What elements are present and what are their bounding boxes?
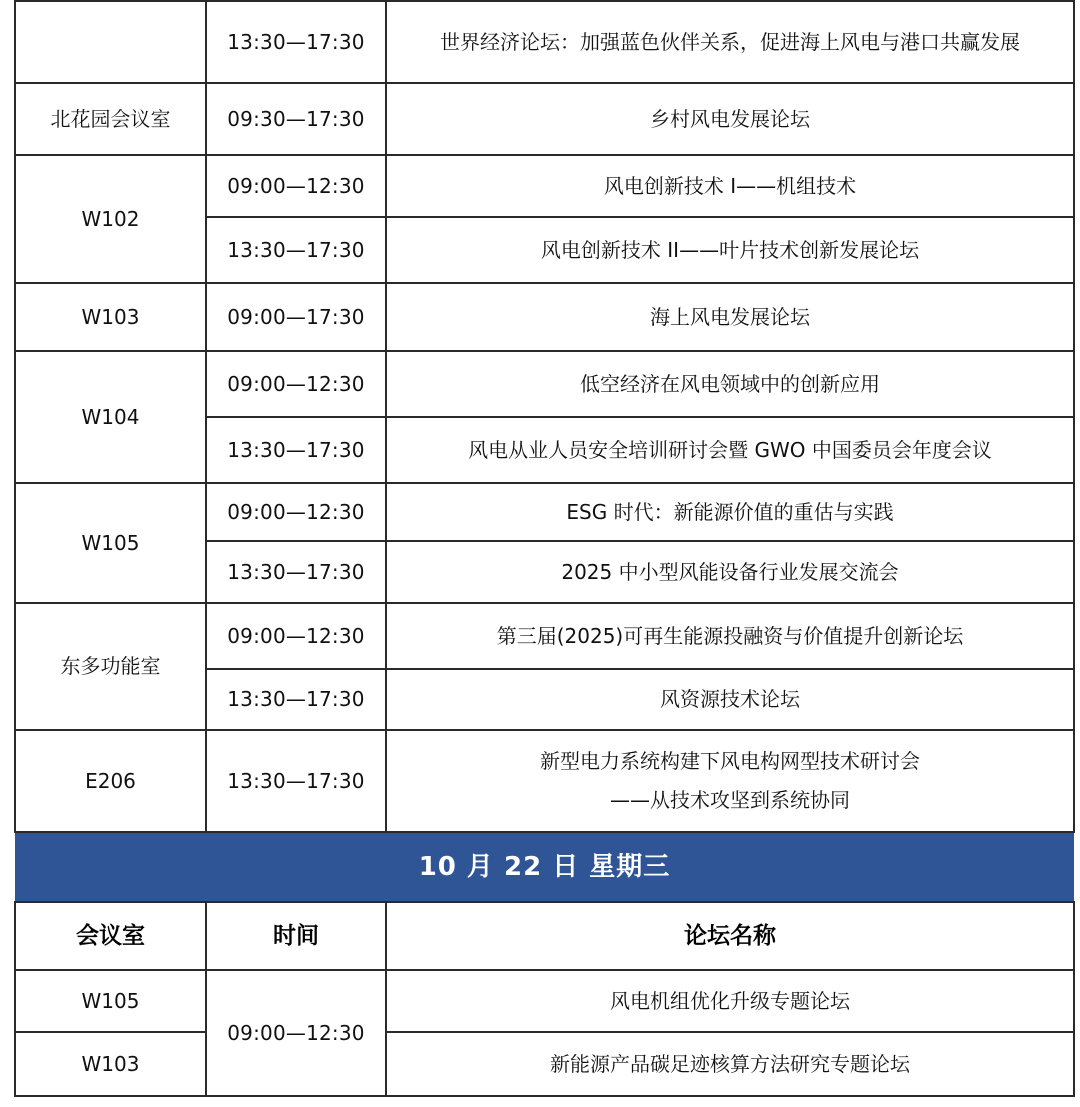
date-banner: 10 月 22 日 星期三 (15, 832, 1074, 902)
table-row (15, 1, 1074, 83)
table-row (15, 283, 1074, 351)
table-row (15, 155, 1074, 217)
forum-subtitle-line: ——从技术攻坚到系统协同 (610, 788, 850, 812)
forum-name-cell: 2025 中小型风能设备行业发展交流会 (386, 541, 1074, 603)
room-cell: E206 (15, 730, 206, 832)
time-cell: 13:30—17:30 (206, 1, 386, 83)
header-forum-name: 论坛名称 (386, 902, 1074, 970)
forum-name-cell: 世界经济论坛：加强蓝色伙伴关系，促进海上风电与港口共赢发展 (386, 1, 1074, 83)
table-row (15, 83, 1074, 155)
forum-name-cell: 低空经济在风电领域中的创新应用 (386, 351, 1074, 417)
room-cell: W104 (15, 351, 206, 483)
header-room: 会议室 (15, 902, 206, 970)
time-cell: 09:00—12:30 (206, 483, 386, 541)
forum-name-cell: 风电创新技术 II——叶片技术创新发展论坛 (386, 217, 1074, 283)
forum-name-cell: ESG 时代：新能源价值的重估与实践 (386, 483, 1074, 541)
room-cell: W105 (15, 483, 206, 603)
forum-name-cell: 风电机组优化升级专题论坛 (386, 970, 1074, 1032)
forum-name-cell: 新能源产品碳足迹核算方法研究专题论坛 (386, 1032, 1074, 1096)
time-cell: 13:30—17:30 (206, 417, 386, 483)
forum-name-line: 新型电力系统构建下风电构网型技术研讨会 (540, 749, 920, 773)
table-row (15, 603, 1074, 669)
forum-name-cell: 乡村风电发展论坛 (386, 83, 1074, 155)
table-row (15, 483, 1074, 541)
room-cell: 东多功能室 (15, 603, 206, 730)
time-cell: 13:30—17:30 (206, 541, 386, 603)
time-cell: 13:30—17:30 (206, 669, 386, 730)
forum-schedule-table (14, 0, 1075, 1097)
time-cell: 13:30—17:30 (206, 217, 386, 283)
forum-name-cell: 风电从业人员安全培训研讨会暨 GWO 中国委员会年度会议 (386, 417, 1074, 483)
room-cell: W102 (15, 155, 206, 283)
time-cell: 09:00—12:30 (206, 603, 386, 669)
room-cell: 北花园会议室 (15, 83, 206, 155)
forum-name-cell (386, 730, 1074, 832)
table-row (15, 970, 1074, 1032)
room-cell: W105 (15, 970, 206, 1032)
forum-name-cell: 风电创新技术 I——机组技术 (386, 155, 1074, 217)
room-cell: W103 (15, 1032, 206, 1096)
time-cell: 09:00—12:30 (206, 351, 386, 417)
time-cell: 09:00—12:30 (206, 970, 386, 1096)
forum-name-cell: 风资源技术论坛 (386, 669, 1074, 730)
time-cell: 13:30—17:30 (206, 730, 386, 832)
room-cell (15, 1, 206, 83)
room-cell: W103 (15, 283, 206, 351)
time-cell: 09:00—12:30 (206, 155, 386, 217)
forum-name-cell: 第三届(2025)可再生能源投融资与价值提升创新论坛 (386, 603, 1074, 669)
time-cell: 09:00—17:30 (206, 283, 386, 351)
time-cell: 09:30—17:30 (206, 83, 386, 155)
table-row (15, 1032, 1074, 1096)
forum-name-cell: 海上风电发展论坛 (386, 283, 1074, 351)
table-row (15, 730, 1074, 832)
date-banner-row (15, 832, 1074, 902)
table-row (15, 351, 1074, 417)
table-header-row (15, 902, 1074, 970)
header-time: 时间 (206, 902, 386, 970)
